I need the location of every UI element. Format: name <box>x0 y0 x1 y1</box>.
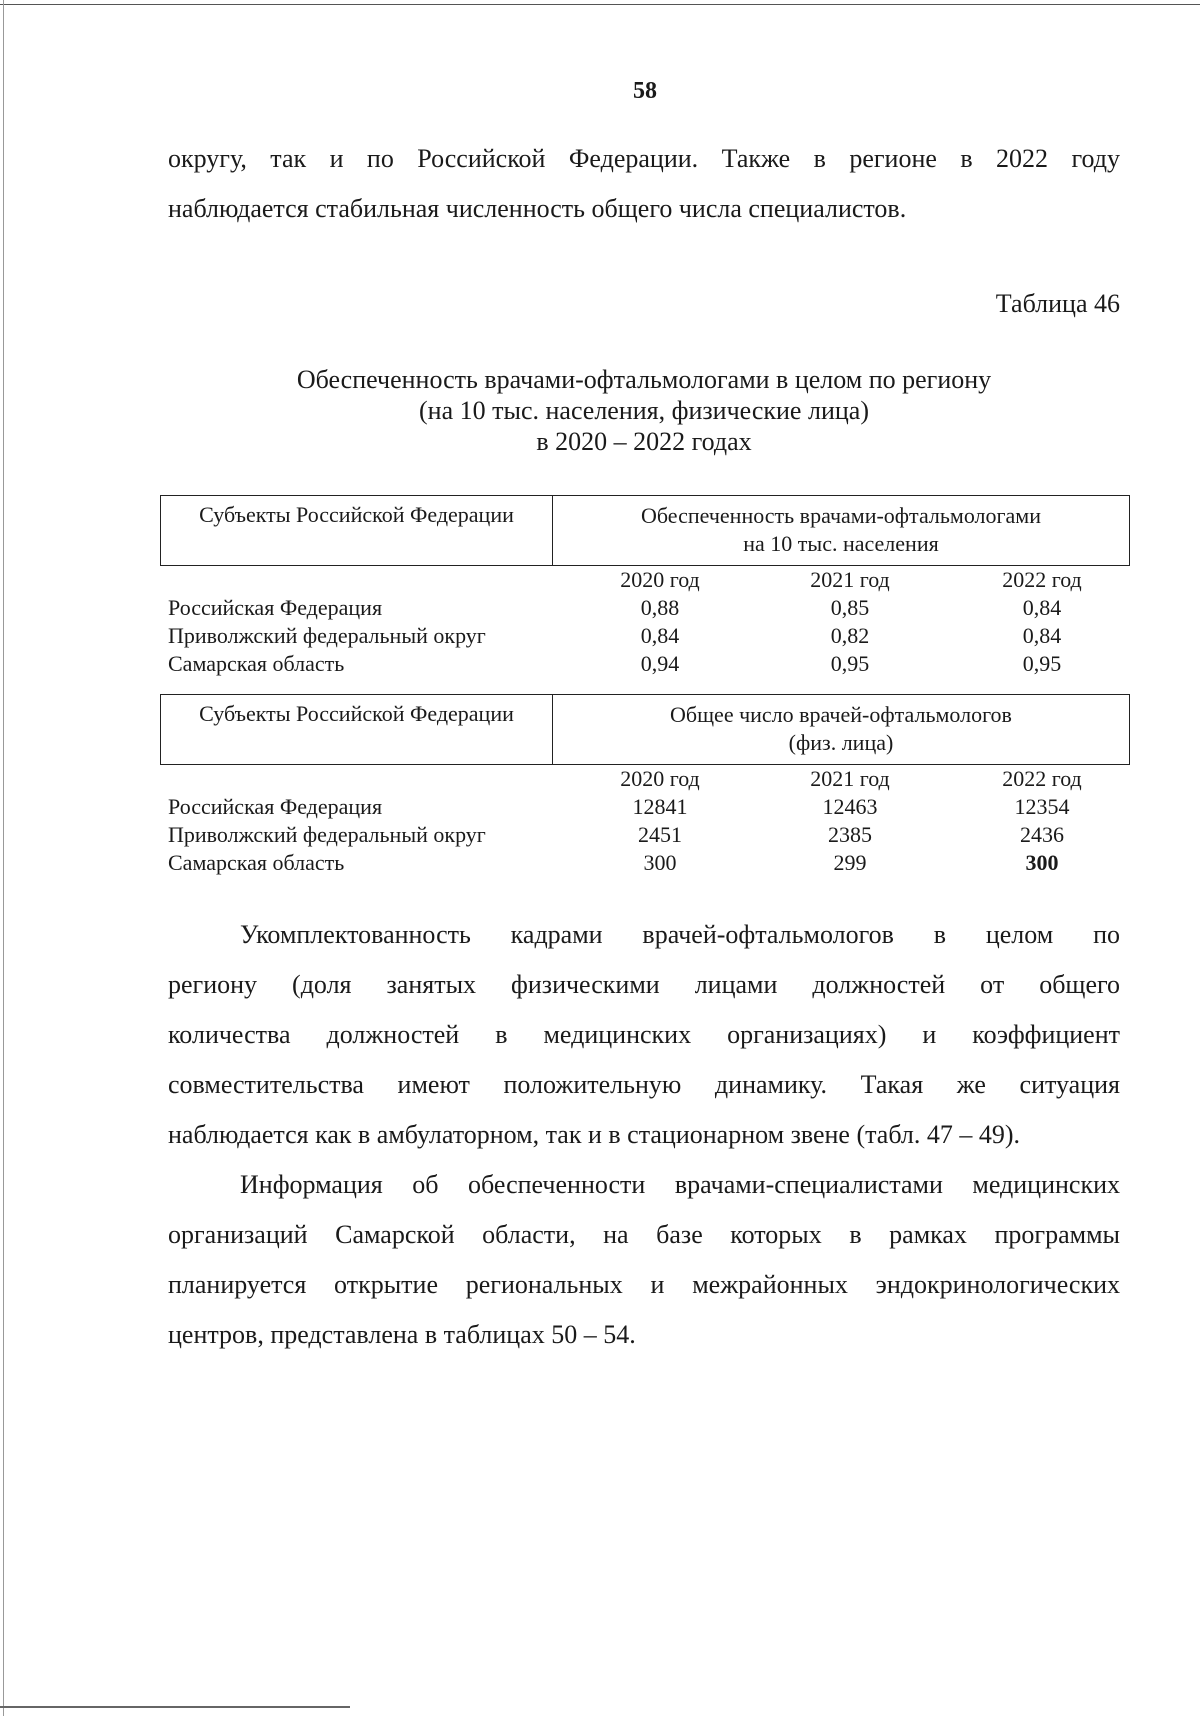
row-subject: Самарская область <box>168 651 345 676</box>
metric-header-line-1: Обеспеченность врачами-офтальмологами <box>640 503 1042 528</box>
year-header-2020: 2020 год <box>620 567 700 592</box>
staffing-line-4: совместительства имеют положительную динамику. Такая же ситуация <box>168 1070 1120 1099</box>
row-value-2022: 300 <box>1025 850 1059 875</box>
year-row <box>160 566 1130 594</box>
metric-header-line-2: (физ. лица) <box>788 730 894 755</box>
scan-edge-left <box>3 0 4 1716</box>
intro-line-1: округу, так и по Российской Федерации. Также в регионе в 2022 году <box>168 144 1120 173</box>
year-header-2022: 2022 год <box>1002 567 1082 592</box>
info-line-3: планируется открытие региональных и межрайонных эндокринологических <box>168 1270 1120 1299</box>
staffing-line-3: количества должностей в медицинских организациях) и коэффициент <box>168 1020 1120 1049</box>
row-value-2020: 2451 <box>638 822 682 847</box>
row-value-2022: 12354 <box>1014 794 1070 819</box>
row-value-2020: 300 <box>643 850 677 875</box>
subject-column-header: Субъекты Российской Федерации <box>161 695 553 764</box>
row-value-2021: 12463 <box>822 794 878 819</box>
row-value-2021: 2385 <box>828 822 872 847</box>
page-number: 58 <box>633 78 657 104</box>
staffing-paragraph <box>168 910 1120 1160</box>
row-subject: Российская Федерация <box>168 794 383 819</box>
year-header-2021: 2021 год <box>810 766 890 791</box>
table-row <box>160 650 1130 678</box>
row-subject: Приволжский федеральный округ <box>168 623 486 648</box>
scan-edge-top <box>0 4 1200 5</box>
intro-line-2: наблюдается стабильная численность общего числа специалистов. <box>168 194 907 223</box>
table-title-line-3: в 2020 – 2022 годах <box>536 427 752 456</box>
row-value-2020: 0,94 <box>640 651 680 676</box>
provision-table <box>160 495 1130 678</box>
table-row <box>160 793 1130 821</box>
subject-column-header: Субъекты Российской Федерации <box>161 496 553 565</box>
staffing-line-1: Укомплектованность кадрами врачей-офтальмологов в целом по <box>240 920 1120 949</box>
info-paragraph <box>168 1160 1120 1360</box>
table-row <box>160 622 1130 650</box>
metric-column-header <box>553 496 1129 565</box>
table-title-line-2: (на 10 тыс. населения, физические лица) <box>419 396 869 425</box>
table-label: Таблица 46 <box>995 289 1120 318</box>
row-subject: Самарская область <box>168 850 345 875</box>
row-subject: Российская Федерация <box>168 595 383 620</box>
year-header-2022: 2022 год <box>1002 766 1082 791</box>
info-line-2: организаций Самарской области, на базе которых в рамках программы <box>168 1220 1120 1249</box>
year-header-2021: 2021 год <box>810 567 890 592</box>
row-value-2020: 0,88 <box>640 595 680 620</box>
row-value-2022: 0,95 <box>1022 651 1062 676</box>
table-row <box>160 594 1130 622</box>
info-line-4: центров, представлена в таблицах 50 – 54. <box>168 1320 636 1349</box>
total-count-table <box>160 694 1130 877</box>
total-count-table-header <box>160 694 1130 765</box>
row-value-2022: 0,84 <box>1022 595 1062 620</box>
row-value-2022: 2436 <box>1020 822 1064 847</box>
intro-paragraph <box>168 134 1120 234</box>
table-title-line-1: Обеспеченность врачами-офтальмологами в целом по региону <box>296 365 992 394</box>
row-value-2020: 0,84 <box>640 623 680 648</box>
row-value-2021: 0,85 <box>830 595 870 620</box>
row-value-2021: 299 <box>833 850 867 875</box>
provision-table-header <box>160 495 1130 566</box>
row-value-2022: 0,84 <box>1022 623 1062 648</box>
year-row <box>160 765 1130 793</box>
scan-edge-bottom <box>0 1706 350 1708</box>
row-value-2021: 0,82 <box>830 623 870 648</box>
table-row <box>160 849 1130 877</box>
row-subject: Приволжский федеральный округ <box>168 822 486 847</box>
row-value-2020: 12841 <box>632 794 688 819</box>
staffing-line-2: региону (доля занятых физическими лицами должностей от общего <box>168 970 1120 999</box>
table-row <box>160 821 1130 849</box>
info-line-1: Информация об обеспеченности врачами-специалистами медицинских <box>240 1170 1120 1199</box>
staffing-line-5: наблюдается как в амбулаторном, так и в стационарном звене (табл. 47 – 49). <box>168 1120 1021 1149</box>
year-header-2020: 2020 год <box>620 766 700 791</box>
table-title <box>168 364 1120 457</box>
metric-header-line-2: на 10 тыс. населения <box>743 531 939 556</box>
row-value-2021: 0,95 <box>830 651 870 676</box>
metric-column-header <box>553 695 1129 764</box>
metric-header-line-1: Общее число врачей-офтальмологов <box>670 702 1012 727</box>
